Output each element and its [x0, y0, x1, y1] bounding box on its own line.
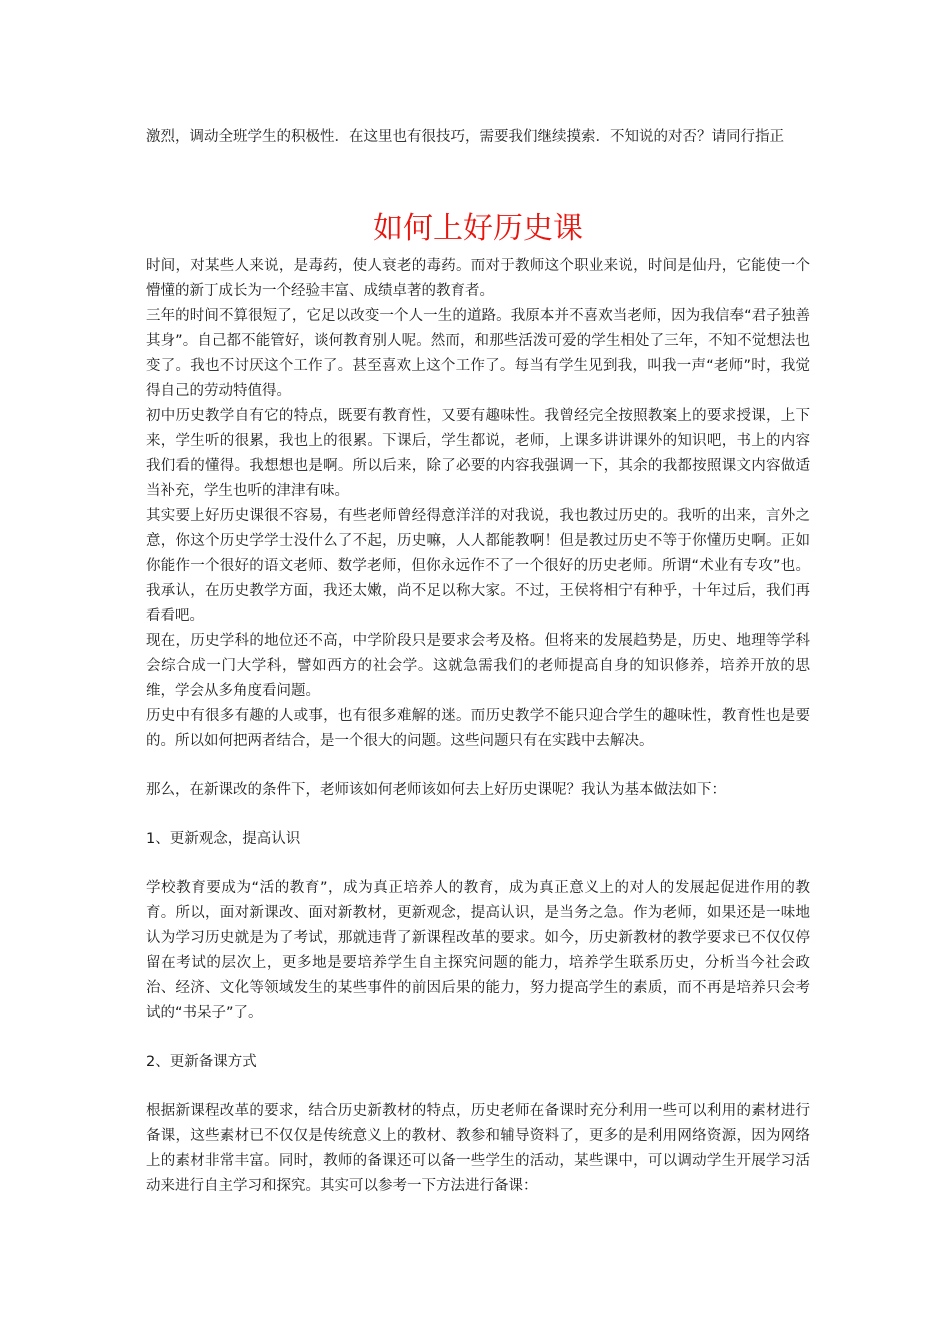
question-paragraph: 那么，在新课改的条件下，老师该如何老师该如何去上好历史课呢？我认为基本做法如下：	[146, 782, 726, 798]
body-paragraph: 其实要上好历史课很不容易，有些老师曾经得意洋洋的对我说，我也教过历史的。我听的出来，言外之意，你这个历史学学士没什么了不起，历史嘛，人人都能教啊！但是教过历史不等于你懂历史啊。正如你能作一个很好的语文老师、数学老师，但你永远作不了一个很好的历史老师。所谓“术业有专攻”也。我承认，在历史教学方面，我还太嫩，尚不足以称大家。不过，王侯将相宁有种乎，十年过后，我们再看看吧。	[146, 508, 810, 624]
section-body-1: 学校教育要成为“活的教育”，成为真正培养人的教育，成为真正意义上的对人的发展起促进作用的教育。所以，面对新课改、面对新教材，更新观念，提高认识，是当务之急。作为老师，如果还是一味地认为学习历史就是为了考试，那就违背了新课程改革的要求。如今，历史新教材的教学要求已不仅仅停留在考试的层次上，更多地是要培养学生自主探究问题的能力，培养学生联系历史，分析当今社会政治、经济、文化等领域发生的某些事件的前因后果的能力，努力提高学生的素质，而不再是培养只会考试的“书呆子”了。	[146, 880, 810, 1021]
article-title: 如何上好历史课	[373, 211, 583, 246]
body-paragraph: 初中历史教学自有它的特点，既要有教育性，又要有趣味性。我曾经完全按照教案上的要求授课，上下来，学生听的很累，我也上的很累。下课后，学生都说，老师，上课多讲讲课外的知识吧，书上的内容我们看的懂得。我想想也是啊。所以后来，除了必要的内容我强调一下，其余的我都按照课文内容做适当补充，学生也听的津津有味。	[146, 408, 810, 499]
section-heading-1: 1、更新观念，提高认识	[146, 831, 301, 847]
section-body-2: 根据新课程改革的要求，结合历史新教材的特点，历史老师在备课时充分利用一些可以利用的素材进行备课，这些素材已不仅仅是传统意义上的教材、教参和辅导资料了，更多的是利用网络资源，因为网络上的素材非常丰富。同时，教师的备课还可以备一些学生的活动，某些课中，可以调动学生开展学习活动来进行自主学习和探究。其实可以参考一下方法进行备课：	[146, 1103, 810, 1194]
body-paragraph: 现在，历史学科的地位还不高，中学阶段只是要求会考及格。但将来的发展趋势是，历史、地理等学科会综合成一门大学科，譬如西方的社会学。这就急需我们的老师提高自身的知识修养，培养开放的思维，学会从多角度看问题。	[146, 633, 810, 699]
body-paragraph: 三年的时间不算很短了，它足以改变一个人一生的道路。我原本并不喜欢当老师，因为我信奉“君子独善其身”。自己都不能管好，谈何教育别人呢。然而，和那些活泼可爱的学生相处了三年，不知不觉想法也变了。我也不讨厌这个工作了。甚至喜欢上这个工作了。每当有学生见到我，叫我一声“老师”时，我觉得自己的劳动特值得。	[146, 308, 810, 399]
body-paragraph: 时间，对某些人来说，是毒药，使人衰老的毒药。而对于教师这个职业来说，时间是仙丹，它能使一个懵懂的新丁成长为一个经验丰富、成绩卓著的教育者。	[146, 258, 810, 299]
section-heading-2: 2、更新备课方式	[146, 1054, 257, 1070]
intro-paragraph: 激烈，调动全班学生的积极性．在这里也有很技巧，需要我们继续摸索．不知说的对否？请同行指正	[146, 129, 784, 145]
body-paragraph: 历史中有很多有趣的人或事，也有很多难解的迷。而历史教学不能只迎合学生的趣味性，教育性也是要的。所以如何把两者结合，是一个很大的问题。这些问题只有在实践中去解决。	[146, 708, 810, 749]
document-page	[146, 125, 810, 1199]
